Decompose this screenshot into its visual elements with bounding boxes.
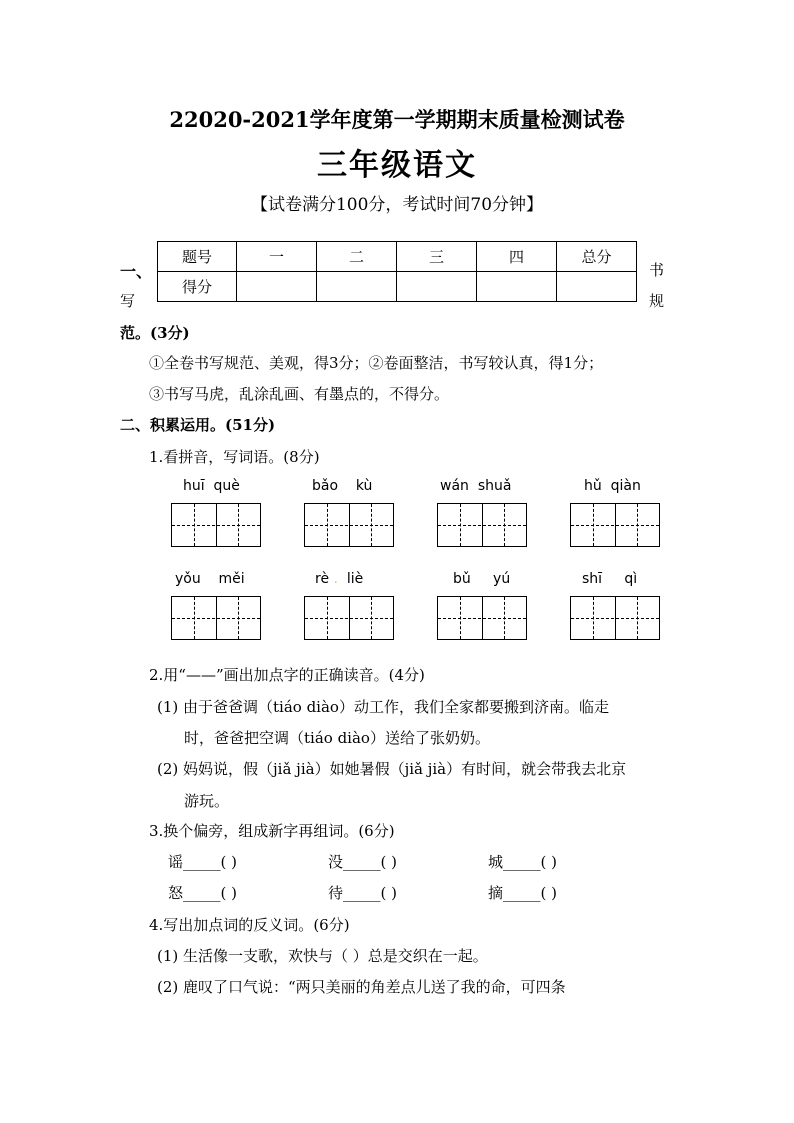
score-cell: 题号 (158, 242, 237, 272)
exam-subject: 三年级语文 (317, 148, 477, 183)
pinyin-item: bǎo kù (312, 478, 373, 494)
score-cell: 得分 (158, 272, 237, 302)
section2-title: 二、积累运用。(51分) (120, 416, 276, 434)
score-table-header-row (158, 242, 637, 272)
score-cell: 一 (237, 242, 317, 272)
section1-label-right-bottom: 规 (649, 292, 665, 310)
exam-title: 22020-2021学年度第一学期期末质量检测试卷 (169, 107, 625, 132)
score-input-cell[interactable] (477, 272, 557, 302)
q4-title: 4.写出加点词的反义词。(6分) (149, 916, 350, 934)
writing-grid[interactable] (171, 596, 261, 640)
score-table-score-row (158, 272, 637, 302)
q3-blank[interactable]: 待_____( ) (328, 884, 397, 902)
writing-grid[interactable] (171, 503, 261, 547)
pinyin-item: bǔ yú (453, 571, 511, 587)
score-cell: 三 (397, 242, 477, 272)
writing-grid[interactable] (304, 596, 394, 640)
section1-label-right-top: 书 (649, 261, 665, 279)
score-input-cell[interactable] (237, 272, 317, 302)
pinyin-item: rè . liè (315, 571, 364, 587)
score-input-cell[interactable] (557, 272, 637, 302)
writing-grid[interactable] (437, 503, 527, 547)
exam-note: 【试卷满分100分，考试时间70分钟】 (250, 195, 544, 215)
pinyin-item: shī qì (582, 571, 638, 587)
section1-rule-1: ①全卷书写规范、美观，得3分；②卷面整洁，书写较认真，得1分； (149, 354, 604, 372)
q4-item2: (2) 鹿叹了口气说：“两只美丽的角差点儿送了我的命，可四条 (157, 978, 566, 996)
writing-grid[interactable] (304, 503, 394, 547)
writing-grid[interactable] (570, 596, 660, 640)
q1-title: 1.看拼音，写词语。(8分) (149, 448, 320, 466)
section1-rule-2: ③书写马虎，乱涂乱画、有墨点的，不得分。 (149, 385, 450, 403)
q2-item1-line2: 时，爸爸把空调（tiáo diào）送给了张奶奶。 (184, 729, 490, 747)
q3-blank[interactable]: 摘_____( ) (488, 884, 557, 902)
pinyin-item: hǔ qiàn (584, 478, 641, 494)
pinyin-item: huī què (183, 478, 240, 494)
q2-item2-line2: 游玩。 (184, 792, 230, 810)
q3-blank[interactable]: 谣_____( ) (168, 853, 237, 871)
q3-title: 3.换个偏旁，组成新字再组词。(6分) (149, 822, 395, 840)
score-cell: 二 (317, 242, 397, 272)
score-input-cell[interactable] (397, 272, 477, 302)
writing-grid[interactable] (437, 596, 527, 640)
section1-number: 一、 (120, 262, 153, 281)
q2-item2-line1: (2) 妈妈说，假（jiǎ jià）如她暑假（jiǎ jià）有时间，就会带我去北京 (157, 760, 627, 778)
q4-item1: (1) 生活像一支歌，欢快与（ ）总是交织在一起。 (157, 947, 488, 965)
score-input-cell[interactable] (317, 272, 397, 302)
q3-blank[interactable]: 怒_____( ) (168, 884, 237, 902)
q3-blank[interactable]: 没_____( ) (328, 853, 397, 871)
q2-title: 2.用“——”画出加点字的正确读音。(4分) (149, 666, 425, 684)
section1-title-tail: 范。(3分) (120, 324, 190, 342)
pinyin-item: wán shuǎ (440, 478, 512, 494)
score-cell: 总分 (557, 242, 637, 272)
writing-grid[interactable] (570, 503, 660, 547)
section1-label-left: 写 (120, 292, 136, 310)
score-table (157, 241, 637, 302)
score-cell: 四 (477, 242, 557, 272)
q2-item1-line1: (1) 由于爸爸调（tiáo diào）动工作，我们全家都要搬到济南。临走 (157, 698, 609, 716)
pinyin-item: yǒu měi (175, 571, 245, 587)
q3-blank[interactable]: 城_____( ) (488, 853, 557, 871)
